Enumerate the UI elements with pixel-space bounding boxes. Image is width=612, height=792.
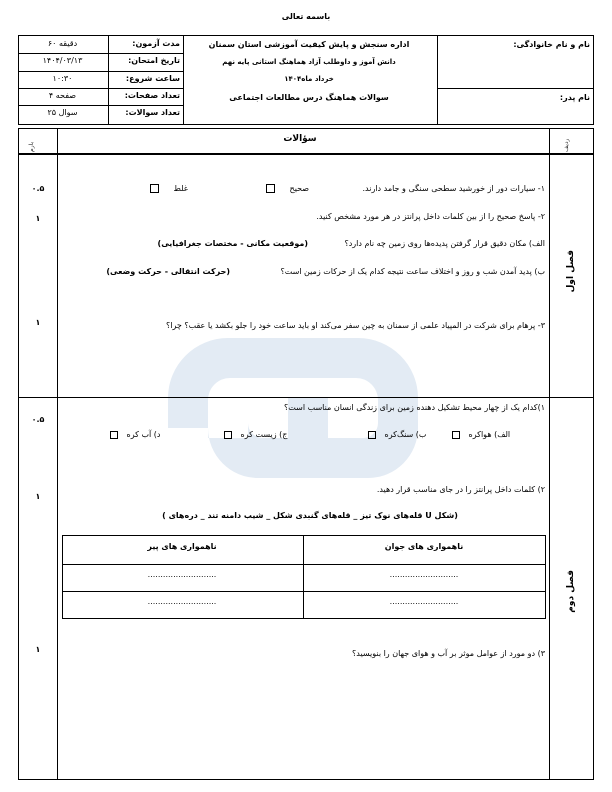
answer-blank[interactable]: ........................... bbox=[389, 597, 459, 606]
checkbox-icon[interactable] bbox=[110, 431, 118, 439]
question-text: ۲) کلمات داخل پرانتز را در جای مناسب قرار دهید. bbox=[376, 485, 545, 494]
option-c[interactable]: ج) زیست کره bbox=[224, 430, 287, 439]
checkbox-icon[interactable] bbox=[224, 431, 232, 439]
answer-blank[interactable]: ........................... bbox=[389, 570, 459, 579]
exam-title: سوالات هماهنگ درس مطالعات اجتماعی bbox=[229, 93, 389, 102]
score: ۰.۵ bbox=[31, 184, 45, 193]
false-option[interactable]: غلط bbox=[150, 184, 188, 193]
info-label: مدت آزمون: bbox=[132, 39, 180, 48]
info-value: ۱۴۰۴/۰۳/۱۳ bbox=[42, 56, 83, 65]
bismillah: باسمه تعالی bbox=[281, 12, 331, 21]
father-label: نام پدر: bbox=[559, 93, 590, 102]
info-label: ساعت شروع: bbox=[125, 74, 180, 83]
score: ۰.۵ bbox=[31, 415, 45, 424]
question-text: ۳- پرهام برای شرکت در المپیاد علمی از سمنان به چین سفر می‌کند او باید ساعت خود را جلو بکشد یا عقب؟ چرا؟ bbox=[166, 321, 545, 330]
checkbox-icon[interactable] bbox=[452, 431, 460, 439]
question-text: ۱)کدام یک از چهار محیط تشکیل دهنده زمین برای زندگی انسان مناسب است؟ bbox=[284, 403, 545, 412]
question-text: ۲- پاسخ صحیح را از بین کلمات داخل پرانتز در هر مورد مشخص کنید. bbox=[316, 212, 545, 221]
answer-blank[interactable]: ........................... bbox=[147, 597, 217, 606]
info-value: ۶۰ دقیقه bbox=[47, 39, 78, 48]
question-text: الف) مکان دقیق قرار گرفتن پدیده‌ها روی زمین چه نام دارد؟ bbox=[344, 239, 545, 248]
question-text: ۱- سیارات دور از خورشید سطحی سنگی و جامد دارند. bbox=[362, 184, 545, 193]
org-line1: اداره سنجش و پایش کیفیت آموزشی استان سمنان bbox=[208, 40, 410, 49]
section-title: فصل دوم bbox=[566, 570, 576, 613]
info-value: ۲۵ سوال bbox=[47, 108, 78, 117]
org-line2: دانش آموز و داوطلب آزاد هماهنگ استانی پایه نهم bbox=[222, 58, 396, 66]
checkbox-icon[interactable] bbox=[150, 184, 159, 193]
true-option[interactable]: صحیح bbox=[266, 184, 309, 193]
info-value: ۴ صفحه bbox=[48, 91, 77, 100]
answer-options[interactable]: (موقعیت مکانی - مختصات جغرافیایی) bbox=[157, 239, 308, 248]
option-d[interactable]: د) آب کره bbox=[110, 430, 160, 439]
score: ۱ bbox=[35, 318, 41, 327]
score: ۱ bbox=[35, 645, 41, 654]
date-line: خرداد ماه۱۴۰۴ bbox=[284, 75, 334, 83]
question-text: ۳) دو مورد از عوامل موثر بر آب و هوای جهان را بنویسید؟ bbox=[352, 649, 545, 658]
questions-header: سؤالات bbox=[283, 134, 317, 144]
info-label: تاریخ امتحان: bbox=[128, 56, 180, 65]
answer-blank[interactable]: ........................... bbox=[147, 570, 217, 579]
answer-options[interactable]: (حرکت انتقالی - حرکت وضعی) bbox=[106, 267, 230, 276]
score: ۱ bbox=[35, 492, 41, 501]
name-label: نام و نام خانوادگی: bbox=[513, 40, 590, 49]
row-header: ردیف bbox=[563, 138, 570, 152]
info-label: تعداد سوالات: bbox=[125, 108, 180, 117]
option-b[interactable]: ب) سنگ‌کره bbox=[368, 430, 426, 439]
option-a[interactable]: الف) هواکره bbox=[452, 430, 510, 439]
checkbox-icon[interactable] bbox=[266, 184, 275, 193]
info-value: ۱۰:۳۰ bbox=[52, 74, 73, 83]
word-bank: ( قله‌های نوک تیز _ قله‌های گنبدی شکل _ شیب دامنه تند _ دره‌های U شکل) bbox=[162, 511, 458, 520]
score: ۱ bbox=[35, 214, 41, 223]
section-title: فصل اول bbox=[566, 250, 576, 293]
score-header: بارم bbox=[28, 141, 35, 152]
question-text: ب) پدید آمدن شب و روز و اختلاف ساعت نتیجه کدام یک از حرکات زمین است؟ bbox=[280, 267, 545, 276]
checkbox-icon[interactable] bbox=[368, 431, 376, 439]
info-label: تعداد صفحات: bbox=[124, 91, 180, 100]
table-column-header: ناهمواری های جوان bbox=[384, 542, 464, 551]
table-column-header: ناهمواری های پیر bbox=[147, 542, 217, 551]
